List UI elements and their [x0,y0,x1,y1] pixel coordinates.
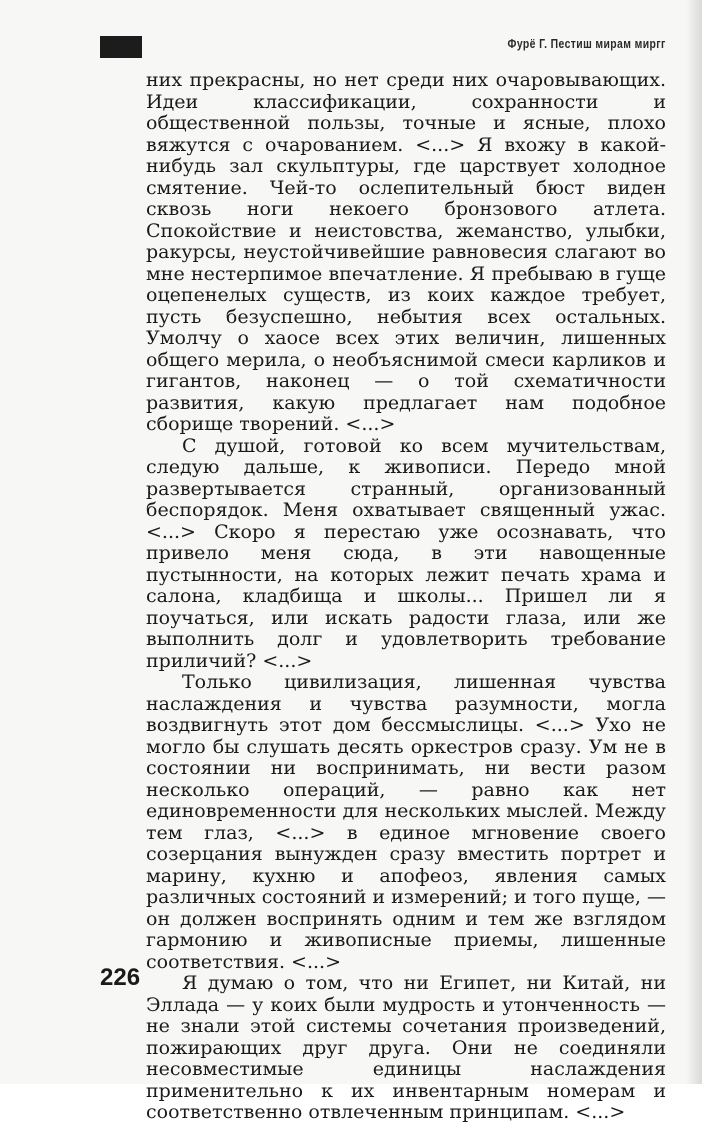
paragraph-4: Я думаю о том, что ни Египет, ни Китай, ни Эллада — у коих были мудрость и утонченность — не знали этой системы сочетания произведений, пожирающих друг друга. Они не соединяли несовместимые единицы наслаждения применительно к их инвентарным номерам и соответственно отвлеченным принципам. <...> [146,972,666,1123]
page-number: 226 [100,964,141,991]
paragraph-2: С душой, готовой ко всем мучительствам, следую дальше, к живописи. Передо мной развертывается странный, организованный беспорядок. Меня охватывает священный ужас. <...> Скоро я перестаю уже осознавать, что привело меня сюда, в эти навощенные пустынности, на которых лежит печать храма и салона, кладбища и школы... Пришел ли я поучаться, или искать радости глаза, или же выполнить долг и удовлетворить требование приличий? <...> [146,434,666,672]
paragraph-3: Только цивилизация, лишенная чувства наслаждения и чувства разумности, могла воздвигнуть этот дом бессмыслицы. <...> Ухо не могло бы слушать десять оркестров сразу. Ум не в состоянии ни воспринимать, ни вести разом несколько операций, — равно как нет единовременности для нескольких мыслей. Между тем глаз, <...> в единое мгновение своего созерцания вынужден сразу вместить портрет и марину, кухню и апофеоз, явления самых различных состояний и измерений; и того пуще, — он должен воспринять одним и тем же взглядом гармонию и живописные приемы, лишенные соответствия. <...> [146,671,666,973]
header-marker-block [100,36,142,58]
page-edge-shadow [686,0,702,1084]
running-head: Фурё Г. Пестиш мирам миргг [507,36,666,51]
paragraph-1: них прекрасны, но нет среди них очаровывающих. Идеи классификации, сохранности и общественной пользы, точные и ясные, плохо вяжутся с очарованием. <...> Я вхожу в какой-нибудь зал скульптуры, где царствует холодное смятение. Чей-то ослепительный бюст виден сквозь ноги некоего бронзового атлета. Спокойствие и неистовства, жеманство, улыбки, ракурсы, неустойчивейшие равновесия слагают во мне нестерпимое впечатление. Я пребываю в гуще оцепенелых существ, из коих каждое требует, пусть безуспешно, небытия всех остальных. Умолчу о хаосе всех этих величин, лишенных общего мерила, о необъяснимой смеси карликов и гигантов, наконец — о той схематичности развития, какую предлагает нам подобное сборище творений. <...> [146,69,666,435]
body-text [146,70,666,1124]
